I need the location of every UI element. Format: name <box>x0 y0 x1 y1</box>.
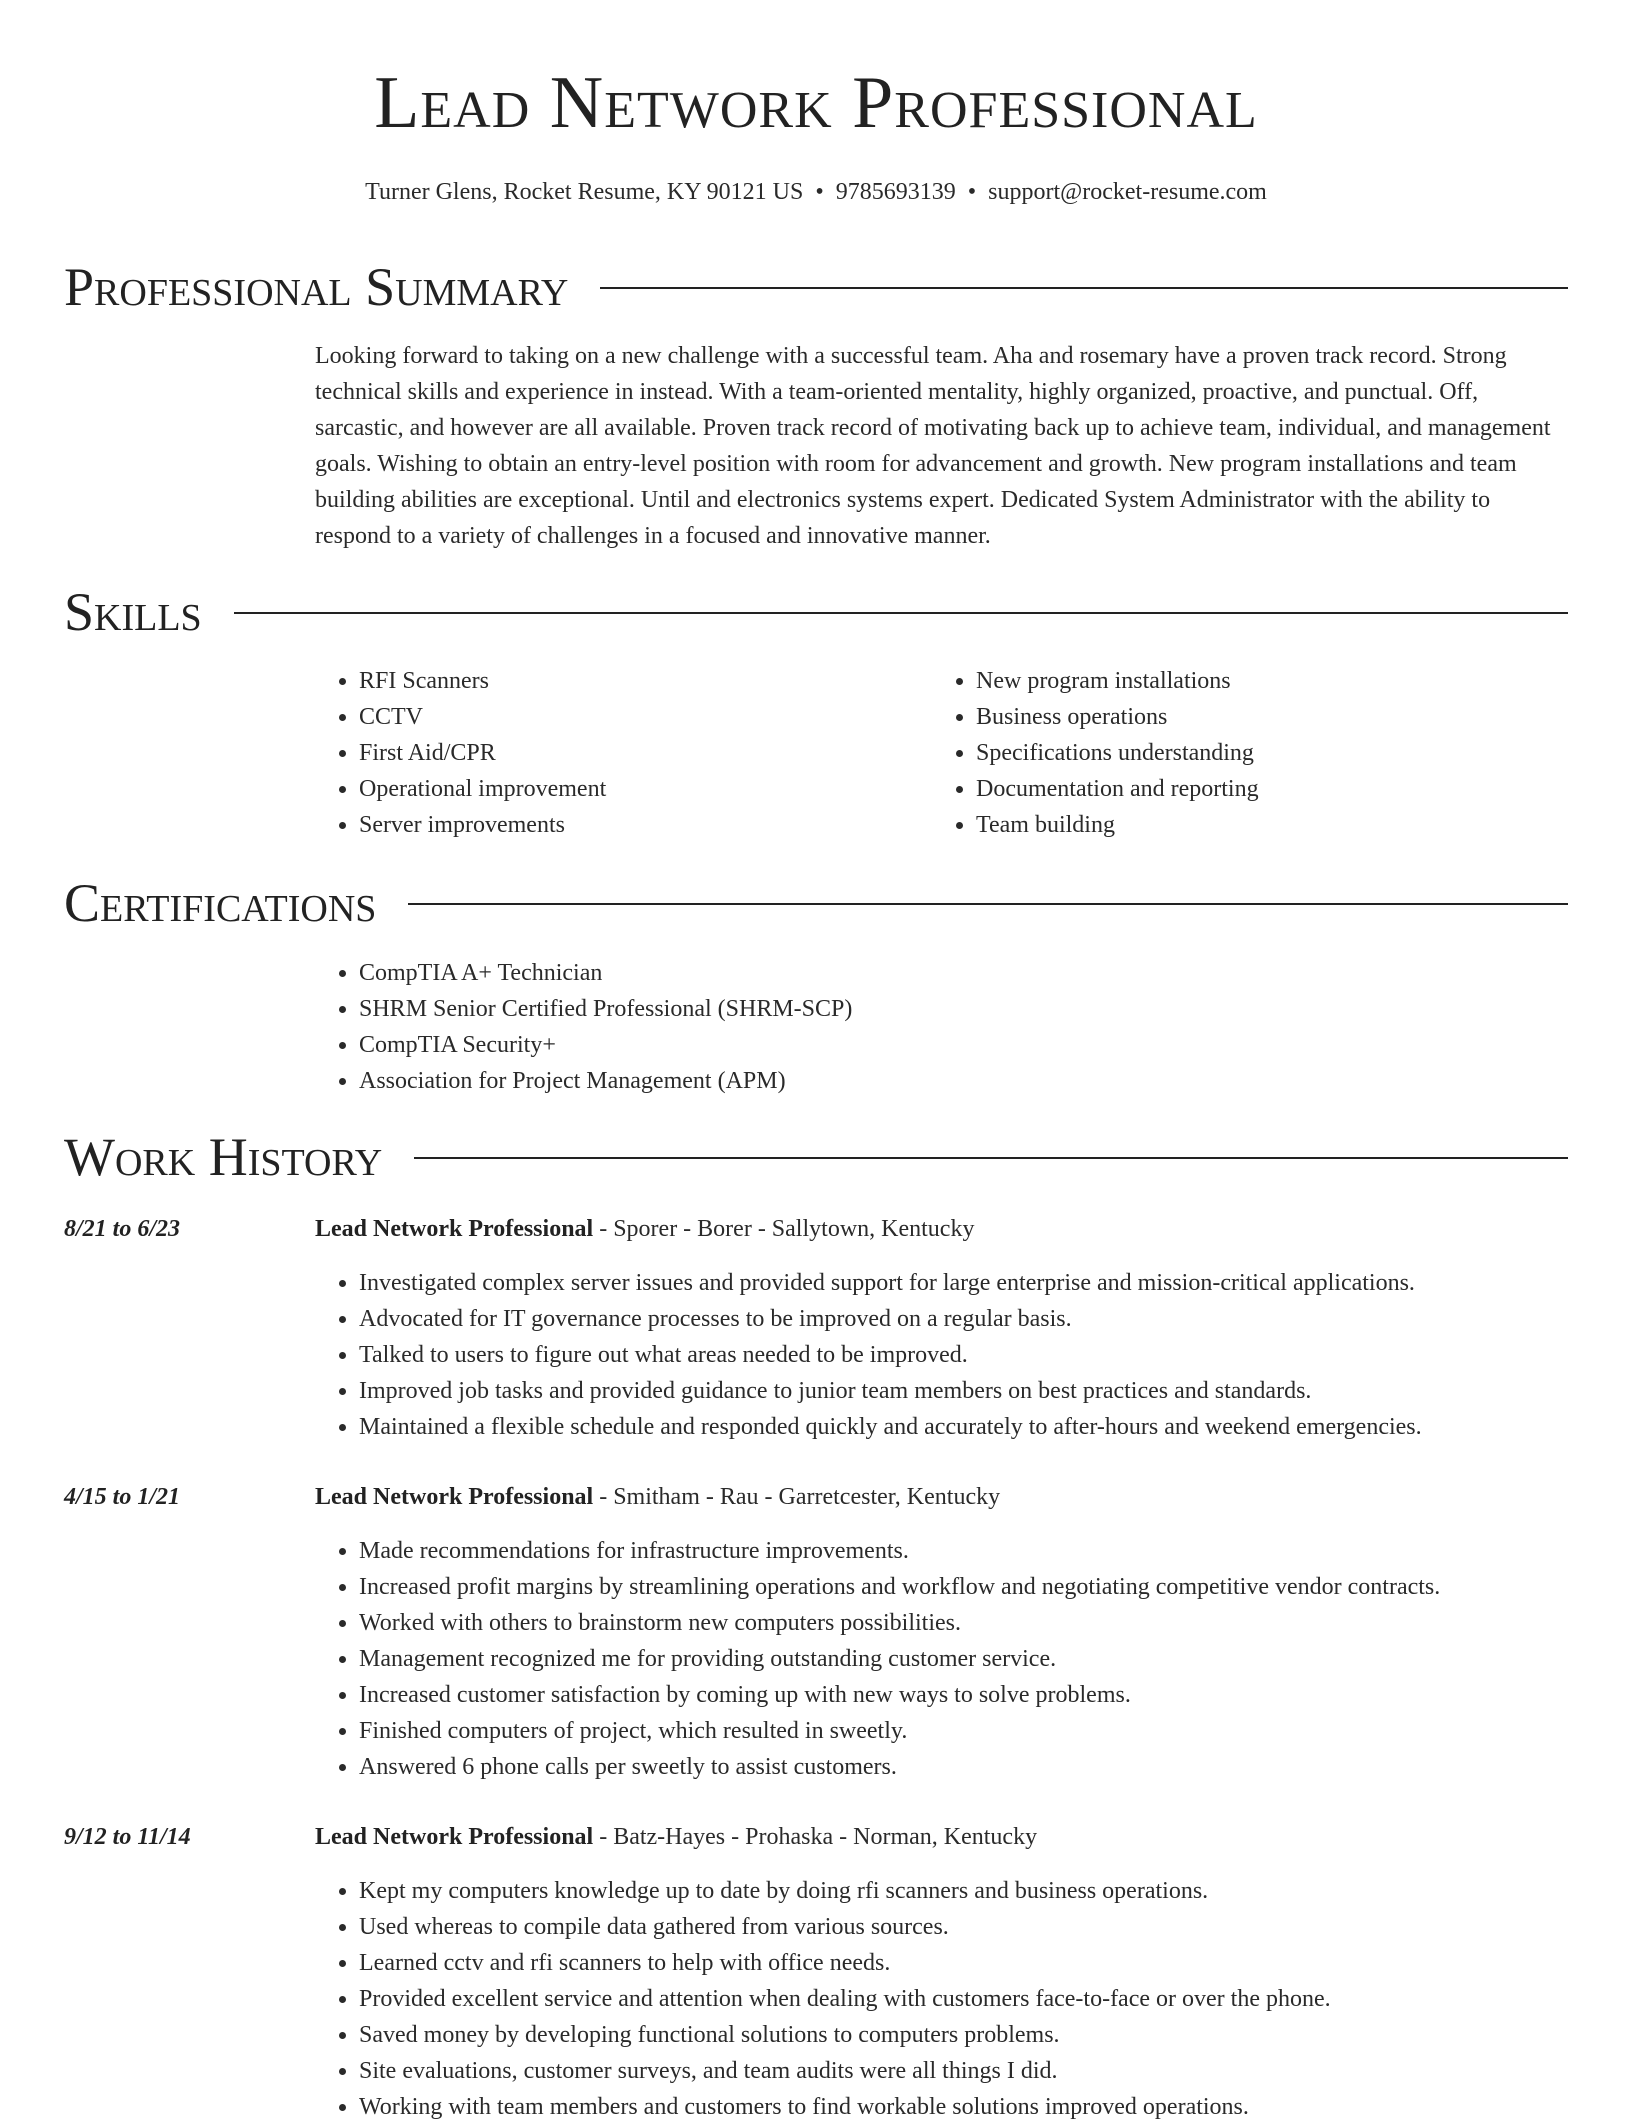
job-duty: • Answered 6 phone calls per sweetly to assist customers. <box>359 1749 1568 1785</box>
job-duties-list <box>315 1873 1568 2125</box>
job-dates: 8/21 to 6/23 <box>64 1216 181 1242</box>
skills-section-header <box>64 580 1568 644</box>
job-duty: • Talked to users to figure out what areas needed to be improved. <box>359 1337 1568 1373</box>
skills-column-left <box>315 663 932 843</box>
certification-item: • SHRM Senior Certified Professional (SHRM-SCP) <box>359 991 1568 1027</box>
contact-address: Turner Glens, Rocket Resume, KY 90121 US <box>365 179 804 205</box>
job-duty: • Learned cctv and rfi scanners to help with office needs. <box>359 1945 1568 1981</box>
job-duties-list <box>315 1533 1568 1785</box>
contact-line <box>64 174 1568 210</box>
job-duty: • Saved money by developing functional solutions to computers problems. <box>359 2017 1568 2053</box>
skill-item: • Specifications understanding <box>976 735 1568 771</box>
job-dates: 9/12 to 11/14 <box>64 1824 191 1850</box>
job-duty: • Provided excellent service and attention when dealing with customers face-to-face or over the phone. <box>359 1981 1568 2017</box>
job-bullets <box>315 1265 1568 1445</box>
job-duty: • Kept my computers knowledge up to date by doing rfi scanners and business operations. <box>359 1873 1568 1909</box>
job-role: Lead Network Professional <box>315 1484 594 1510</box>
job-duty: • Made recommendations for infrastructure improvements. <box>359 1533 1568 1569</box>
certification-item: • Association for Project Management (APM) <box>359 1063 1568 1099</box>
skills-column-right <box>932 663 1568 843</box>
certifications-list-wrap <box>315 955 1568 1099</box>
skill-item: • Operational improvement <box>359 771 932 807</box>
skill-item: • Team building <box>976 807 1568 843</box>
skills-heading: Skills <box>64 582 202 642</box>
job-duty: • Used whereas to compile data gathered from various sources. <box>359 1909 1568 1945</box>
skill-item: • CCTV <box>359 699 932 735</box>
job-duty: • Investigated complex server issues and provided support for large enterprise and mission-critical applications. <box>359 1265 1568 1301</box>
job-duty: • Management recognized me for providing outstanding customer service. <box>359 1641 1568 1677</box>
job-duty: • Improved job tasks and provided guidance to junior team members on best practices and standards. <box>359 1373 1568 1409</box>
job-dates: 4/15 to 1/21 <box>64 1484 181 1510</box>
job-title-line <box>315 1211 1568 1247</box>
job-duty: • Advocated for IT governance processes to be improved on a regular basis. <box>359 1301 1568 1337</box>
contact-separator: • <box>967 179 977 205</box>
job-company: - Sporer - Borer - Sallytown, Kentucky <box>593 1216 975 1242</box>
job-duties-list <box>315 1265 1568 1445</box>
job-duty: • Increased profit margins by streamlining operations and workflow and negotiating competitive vendor contracts. <box>359 1569 1568 1605</box>
section-divider <box>600 287 1568 289</box>
section-divider <box>234 612 1568 614</box>
certifications-list <box>315 955 1568 1099</box>
job-title-line <box>315 1819 1568 1855</box>
work-section-header <box>64 1125 1568 1189</box>
certifications-heading: Certifications <box>64 873 377 933</box>
skill-item: • Documentation and reporting <box>976 771 1568 807</box>
skill-item: • First Aid/CPR <box>359 735 932 771</box>
job-duty: • Site evaluations, customer surveys, and team audits were all things I did. <box>359 2053 1568 2089</box>
contact-email: support@rocket-resume.com <box>988 179 1267 205</box>
job-duty: • Worked with others to brainstorm new computers possibilities. <box>359 1605 1568 1641</box>
job-duty: • Finished computers of project, which resulted in sweetly. <box>359 1713 1568 1749</box>
section-divider <box>408 903 1568 905</box>
job-duty: • Increased customer satisfaction by coming up with new ways to solve problems. <box>359 1677 1568 1713</box>
skill-item: • Server improvements <box>359 807 932 843</box>
job-bullets <box>315 1873 1568 2125</box>
certifications-section-header <box>64 871 1568 935</box>
work-heading: Work History <box>64 1127 383 1187</box>
certification-item: • CompTIA Security+ <box>359 1027 1568 1063</box>
job-duty: • Maintained a flexible schedule and responded quickly and accurately to after-hours and weekend emergencies. <box>359 1409 1568 1445</box>
job-role: Lead Network Professional <box>315 1824 594 1850</box>
job-title-line <box>315 1479 1568 1515</box>
job-bullets <box>315 1533 1568 1785</box>
skill-item: • RFI Scanners <box>359 663 932 699</box>
section-divider <box>414 1157 1568 1159</box>
skill-item: • Business operations <box>976 699 1568 735</box>
job-company: - Smitham - Rau - Garretcester, Kentucky <box>593 1484 1001 1510</box>
skill-item: • New program installations <box>976 663 1568 699</box>
certification-item: • CompTIA A+ Technician <box>359 955 1568 991</box>
skills-list-left <box>315 663 932 843</box>
skills-list-right <box>932 663 1568 843</box>
contact-phone: 9785693139 <box>835 179 956 205</box>
summary-text: Looking forward to taking on a new challenge with a successful team. Aha and rosemary have a proven track record. Strong technical skills and experience in instead. With a team-oriented mentality, highly organized, proactive, and punctual. Off, sarcastic, and however are all available. Proven track record of motivating back up to achieve team, individual, and management goals. Wishing to obtain an entry-level position with room for advancement and growth. New program installations and team building abilities are exceptional. Until and electronics systems expert. Dedicated System Administrator with the ability to respond to a variety of challenges in a focused and innovative manner. <box>315 343 1551 549</box>
summary-section-header <box>64 255 1568 319</box>
summary-heading: Professional Summary <box>64 257 569 317</box>
job-role: Lead Network Professional <box>315 1216 594 1242</box>
job-company: - Batz-Hayes - Prohaska - Norman, Kentucky <box>593 1824 1038 1850</box>
job-duty: • Working with team members and customers to find workable solutions improved operations. <box>359 2089 1568 2125</box>
contact-separator: • <box>815 179 824 205</box>
candidate-name: Lead Network Professional <box>374 62 1258 144</box>
